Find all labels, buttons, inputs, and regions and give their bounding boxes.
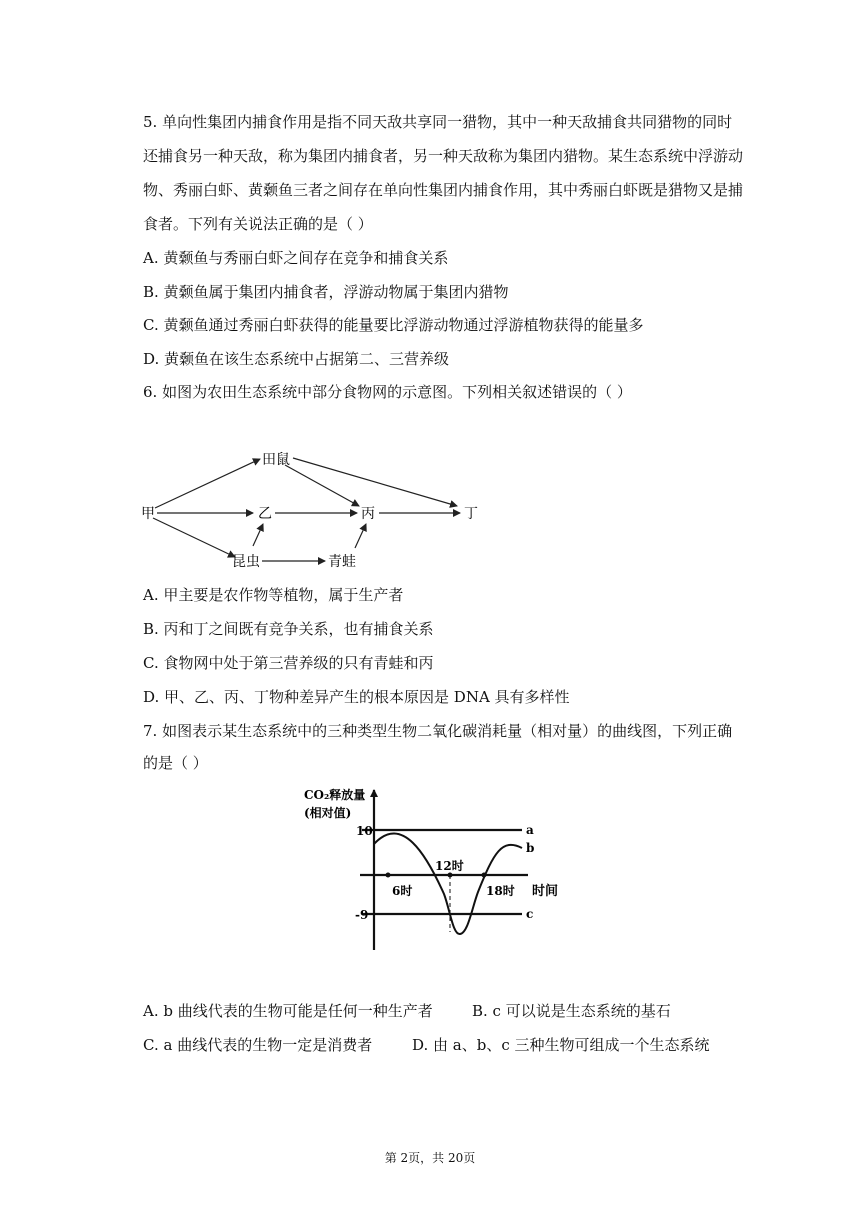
node-ding: 丁 [464,506,478,522]
curve-c-label: c [526,907,534,921]
node-tianshu: 田鼠 [262,452,290,468]
q6-option-a: A. 甲主要是农作物等植物，属于生产者 [143,586,404,604]
q5-option-a: A. 黄颡鱼与秀丽白虾之间存在竞争和捕食关系 [143,249,449,267]
q5-stem-line-1: 5. 单向性集团内捕食作用是指不同天敌共享同一猎物，其中一种天敌捕食共同猎物的同时 [143,113,733,131]
curve-a-label: a [526,823,534,837]
q5-option-c: C. 黄颡鱼通过秀丽白虾获得的能量要比浮游动物通过浮游植物获得的能量多 [143,316,644,334]
q7-option-d: D. 由 a、b、c 三种生物可组成一个生态系统 [412,1036,710,1054]
food-web-diagram [135,440,495,575]
y-axis-label-2: (相对值) [304,806,352,820]
q7-stem-line-1: 7. 如图表示某生态系统中的三种类型生物二氧化碳消耗量（相对量）的曲线图，下列正确 [143,722,733,740]
tick-label-neg9: -9 [355,908,369,922]
q7-option-c: C. a 曲线代表的生物一定是消费者 [143,1036,373,1054]
y-axis-label-1: CO₂释放量 [304,788,366,802]
arrow-jia-kunchong [153,518,235,557]
arrow-jia-tianshu [155,459,260,508]
co2-release-graph [300,782,570,962]
tick-label-10: 10 [356,824,373,838]
arrow-tianshu-bing [285,465,359,506]
q7-stem-line-2: 的是（ ） [143,754,208,772]
point-18 [482,873,487,878]
label-12: 12时 [435,859,464,873]
q7-option-a: A. b 曲线代表的生物可能是任何一种生产者 [143,1002,433,1020]
node-yi: 乙 [258,506,272,522]
q5-stem-line-3: 物、秀丽白虾、黄颡鱼三者之间存在单向性集团内捕食作用，其中秀丽白虾既是猎物又是捕 [143,181,744,199]
label-18: 18时 [486,884,515,898]
q5-option-b: B. 黄颡鱼属于集团内捕食者，浮游动物属于集团内猎物 [143,283,509,301]
q5-stem-line-4: 食者。下列有关说法正确的是（ ） [143,215,373,233]
arrow-tianshu-ding [293,458,457,506]
label-6: 6时 [392,884,413,898]
q6-option-c: C. 食物网中处于第三营养级的只有青蛙和丙 [143,654,434,672]
arrow-kunchong-yi [253,524,263,546]
point-6 [386,873,391,878]
node-bing: 丙 [361,506,375,522]
q6-option-d: D. 甲、乙、丙、丁物种差异产生的根本原因是 DNA 具有多样性 [143,688,570,706]
page-footer: 第 2页，共 20页 [384,1151,476,1165]
node-jia: 甲 [141,506,155,522]
q5-stem-line-2: 还捕食另一种天敌，称为集团内捕食者，另一种天敌称为集团内猎物。某生态系统中浮游动 [143,147,744,165]
arrow-qingwa-bing [355,524,366,548]
node-qingwa: 青蛙 [328,554,356,570]
q7-option-b: B. c 可以说是生态系统的基石 [472,1002,671,1020]
q6-option-b: B. 丙和丁之间既有竞争关系，也有捕食关系 [143,620,434,638]
point-12 [448,873,453,878]
x-axis-label: 时间 [532,884,559,899]
curve-b-label: b [526,841,535,855]
q5-option-d: D. 黄颡鱼在该生态系统中占据第二、三营养级 [143,350,450,368]
q6-stem: 6. 如图为农田生态系统中部分食物网的示意图。下列相关叙述错误的（ ） [143,383,632,401]
node-kunchong: 昆虫 [232,554,260,570]
